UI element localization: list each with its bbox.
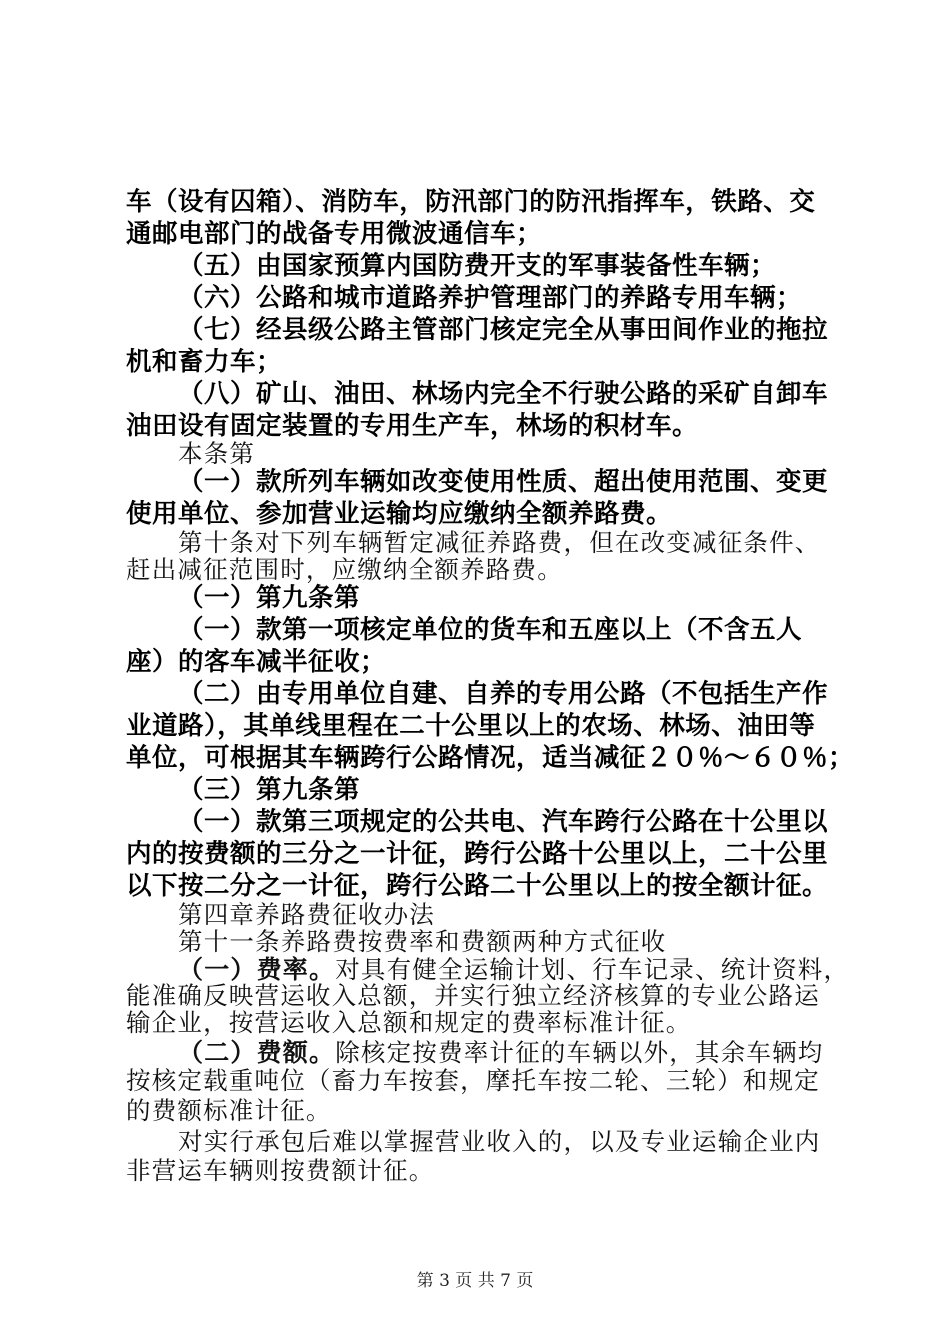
paragraph-lead: （二）费额。 [178, 1038, 336, 1067]
text-line: 使用单位、参加营业运输均应缴纳全额养路费。 [126, 499, 673, 529]
text-line: 对实行承包后难以掌握营业收入的，以及专业运输企业内 [178, 1127, 821, 1156]
paragraph-text: 除核定按费率计征的车辆以外，其余车辆均 [335, 1038, 824, 1067]
text-line: 输企业，按营运收入总额和规定的费率标准计征。 [126, 1008, 692, 1037]
text-line: 非营运车辆则按费额计征。 [126, 1156, 435, 1185]
text-line: 单位，可根据其车辆跨行公路情况，适当减征２０％～６０％； [126, 743, 855, 773]
text-line: 赶出减征范围时，应缴纳全额养路费。 [126, 555, 563, 584]
text-line: （六）公路和城市道路养护管理部门的养路专用车辆； [178, 283, 803, 313]
page-number: 第 3 页 共 7 页 [416, 1271, 534, 1291]
text-line: （一）第九条第 [178, 583, 361, 613]
text-line: （七）经县级公路主管部门核定完全从事田间作业的拖拉 [178, 315, 829, 345]
text-line: （一）款所列车辆如改变使用性质、超出使用范围、变更 [178, 467, 829, 497]
text-line: 内的按费额的三分之一计征，跨行公路十公里以上，二十公里 [126, 839, 829, 869]
paragraph-text: 对具有健全运输计划、行车记录、统计资料， [335, 955, 850, 984]
text-line: 的费额标准计征。 [126, 1096, 332, 1125]
text-line: 油田设有固定装置的专用生产车，林场的积材车。 [126, 411, 699, 441]
text-line: 第四章养路费征收办法 [178, 900, 435, 929]
text-line: 业道路），其单线里程在二十公里以上的农场、林场、油田等 [126, 711, 816, 741]
text-line: 车（设有囚箱）、消防车，防汛部门的防汛指挥车，铁路、交 [126, 187, 816, 217]
text-line: （二）由专用单位自建、自养的专用公路（不包括生产作 [178, 679, 829, 709]
text-line: 能准确反映营运收入总额，并实行独立经济核算的专业公路运 [126, 981, 820, 1010]
text-line: 本条第 [178, 439, 256, 468]
text-line: 通邮电部门的战备专用微波通信车； [126, 219, 543, 249]
text-line: 第十一条养路费按费率和费额两种方式征收 [178, 927, 667, 956]
text-line: （一）款第一项核定单位的货车和五座以上（不含五人 [178, 615, 803, 645]
text-line: 按核定载重吨位（畜力车按套，摩托车按二轮、三轮）和规定 [126, 1066, 820, 1095]
text-line: 第十条对下列车辆暂定减征养路费，但在改变减征条件、 [178, 528, 821, 557]
text-line: （一）款第三项规定的公共电、汽车跨行公路在十公里以 [178, 807, 829, 837]
paragraph-lead: （一）费率。 [178, 955, 336, 984]
text-line: （八）矿山、油田、林场内完全不行驶公路的采矿自卸车 [178, 379, 829, 409]
text-line: （三）第九条第 [178, 775, 361, 805]
text-line: 以下按二分之一计征，跨行公路二十公里以上的按全额计征。 [126, 871, 829, 901]
text-line: 机和畜力车； [126, 347, 283, 377]
text-line: 座）的客车减半征收； [126, 647, 387, 677]
text-line: （五）由国家预算内国防费开支的军事装备性车辆； [178, 251, 777, 281]
